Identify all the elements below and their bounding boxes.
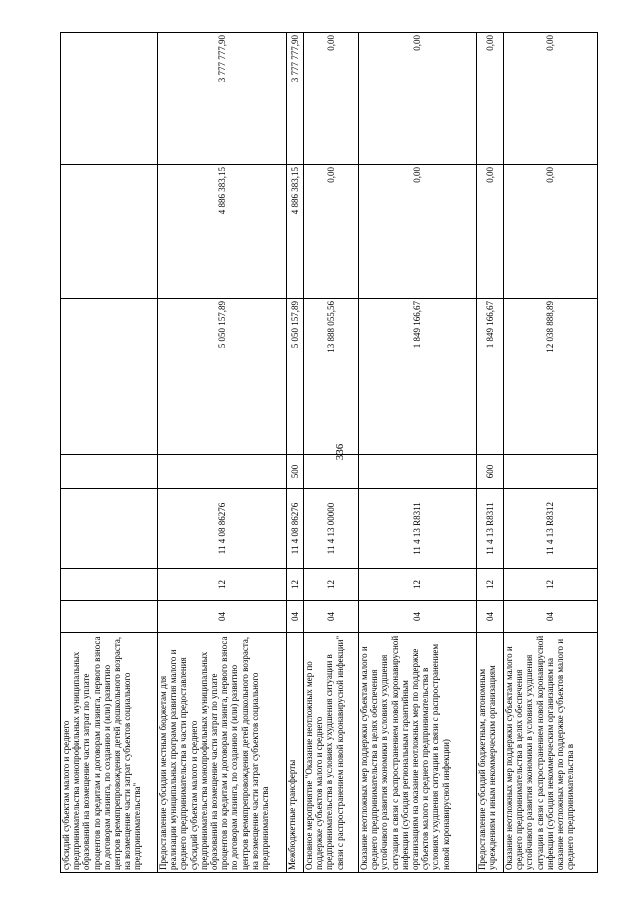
row-vr	[359, 455, 477, 489]
row-sum-3: 0,00	[304, 33, 359, 165]
row-pr: 12	[504, 569, 598, 601]
row-sum-2: 0,00	[477, 165, 504, 299]
row-name: субсидий субъектам малого и среднего предпринимательства монопрофильных муниципальных образований на возмещение части затрат по уплате процентов по кредитам и договорам лизинга, первого взноса по договорам лизинга, по созданию и (или) развитию центров времяпрепровождения детей дошкольного возраста, на возмещение части затрат субъектов социального предпринимательства"	[61, 633, 158, 873]
row-sum-3: 3 777 777,90	[158, 33, 287, 165]
row-rz: 04	[287, 601, 304, 633]
table-row	[359, 33, 477, 873]
table-row	[477, 33, 504, 873]
table-row	[504, 33, 598, 873]
row-name: Межбюджетные трансферты	[287, 633, 304, 873]
row-sum-2: 0,00	[304, 165, 359, 299]
row-vr	[61, 455, 158, 489]
row-vr	[504, 455, 598, 489]
row-name: Оказание неотложных мер поддержки субъектам малого и среднего предпринимательства в целях обеспечения устойчивого развития экономики в условиях ухудшения ситуации в связи с распространением новой коронавирусной инфекции (субсидия некоммерческим организациям на оказание неотложных мер по поддержке субъектов малого и среднего предпринимательства в	[504, 633, 598, 873]
row-csr: 11 4 13 R8311	[477, 489, 504, 569]
row-sum-2: 4 886 383,15	[287, 165, 304, 299]
row-sum-1	[61, 299, 158, 455]
row-sum-1: 13 888 055,56	[304, 299, 359, 455]
row-sum-1: 1 849 166,67	[359, 299, 477, 455]
row-sum-1: 1 849 166,67	[477, 299, 504, 455]
row-sum-1: 5 050 157,89	[287, 299, 304, 455]
row-sum-1: 5 050 157,89	[158, 299, 287, 455]
row-rz: 04	[304, 601, 359, 633]
table-row	[61, 33, 158, 873]
row-rz	[61, 601, 158, 633]
row-sum-1: 12 038 888,89	[504, 299, 598, 455]
row-vr	[158, 455, 287, 489]
row-csr: 11 4 08 86276	[287, 489, 304, 569]
row-name: Основное мероприятие "Оказание неотложных мер по поддержке субъектов малого и среднего предпринимательства в условиях ухудшения ситуации в связи с распространением новой коронавирусной инфекции"	[304, 633, 359, 873]
row-csr	[61, 489, 158, 569]
row-rz: 04	[359, 601, 477, 633]
row-csr: 11 4 13 00000	[304, 489, 359, 569]
row-vr	[304, 455, 359, 489]
row-pr: 12	[304, 569, 359, 601]
row-csr: 11 4 13 R8311	[359, 489, 477, 569]
row-sum-3	[61, 33, 158, 165]
table-row	[287, 33, 304, 873]
row-rz: 04	[158, 601, 287, 633]
row-pr: 12	[359, 569, 477, 601]
row-vr: 600	[477, 455, 504, 489]
table-row	[304, 33, 359, 873]
row-csr: 11 4 08 86276	[158, 489, 287, 569]
row-name: Предоставление субсидии местным бюджетам для реализации муниципальных программ развития малого и среднего предпринимательства в части предоставления субсидий субъектам малого и среднего предпринимательства монопрофильных муниципальных образований на возмещение части затрат по уплате процентов по кредитам и договорам лизинга, первого взноса по договорам лизинга, по созданию и (или) развитию центров времяпрепровождения детей дошкольного возраста, на возмещение части затрат субъектов социального предпринимательства	[158, 633, 287, 873]
row-sum-3: 0,00	[504, 33, 598, 165]
row-pr: 12	[287, 569, 304, 601]
row-pr	[61, 569, 158, 601]
row-sum-2: 0,00	[359, 165, 477, 299]
row-name: Предоставление субсидий бюджетным, автономным учреждениям и иным некоммерческим организациям	[477, 633, 504, 873]
row-name: Оказание неотложных мер поддержки субъектам малого и среднего предпринимательства в целях обеспечения устойчивого развития экономики в условиях ухудшения ситуации в связи с распространением новой коронавирусной инфекции (субсидия региональным гарантийным организациям на оказание неотложных мер по поддержке субъектов малого и среднего предпринимательства в условиях ухудшения ситуации в связи с распространением новой коронавирусной инфекции)	[359, 633, 477, 873]
row-sum-3: 3 777 777,90	[287, 33, 304, 165]
page-number: 336	[334, 443, 346, 461]
row-pr: 12	[477, 569, 504, 601]
row-pr: 12	[158, 569, 287, 601]
table-row	[158, 33, 287, 873]
row-sum-3: 0,00	[477, 33, 504, 165]
budget-table	[60, 32, 598, 873]
row-sum-2: 4 886 383,15	[158, 165, 287, 299]
rotated-page	[60, 33, 607, 873]
row-rz: 04	[504, 601, 598, 633]
row-rz: 04	[477, 601, 504, 633]
row-sum-2: 0,00	[504, 165, 598, 299]
row-sum-3: 0,00	[359, 33, 477, 165]
row-vr: 500	[287, 455, 304, 489]
row-sum-2	[61, 165, 158, 299]
row-csr: 11 4 13 R8312	[504, 489, 598, 569]
